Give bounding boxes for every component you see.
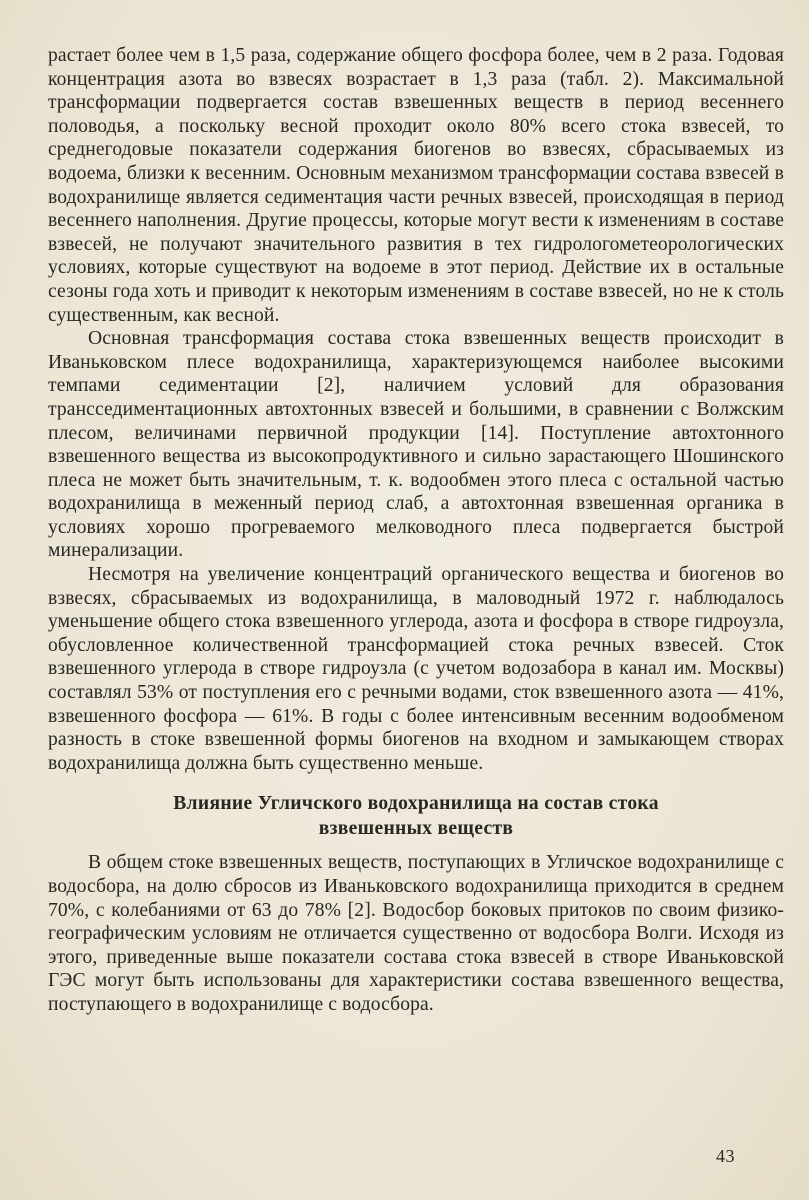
paragraph-uglich-inflow: В общем стоке взвешенных веществ, поступающих в Угличское водохранилище с водосбора, на долю сбросов из Иваньковского водохранилища приходится в среднем 70%, с колебаниями от 63 до 78% [2]. Водосбор боковых притоков по своим физико-географическим условиям не отличается существенно от водосбора Волги. Исходя из этого, приведенные выше показатели состава стока взвесей в створе Иваньковской ГЭС могут быть использованы для характеристики состава взвешенного вещества, поступающего в водохранилище с водосбора. xyxy=(48,852,784,1015)
section-heading xyxy=(48,791,784,841)
text-column xyxy=(48,44,784,1017)
page-number: 43 xyxy=(716,1146,735,1166)
paragraph-nutrient-runoff: Несмотря на увеличение концентраций органического вещества и биогенов во взвесях, сбрасываемых из водохранилища, в маловодный 1972 г. наблюдалось уменьшение общего стока взвешенного углерода, азота и фосфора в створе гидроузла, обусловленное количественной трансформацией стока речных взвесей. Сток взвешенного углерода в створе гидроузла (с учетом водозабора в канал им. Москвы) составлял 53% от поступления его с речными водами, сток взвешенного азота — 41%, взвешенного фосфора — 61%. В годы с более интенсивным весенним водообменом разность в стоке взвешенной формы биогенов на входном и замыкающем створах водохранилища должна быть существенно меньше. xyxy=(48,564,784,774)
section-heading-line-2: взвешенных веществ xyxy=(318,818,514,840)
paragraph-ivankovo-reach: Основная трансформация состава стока взвешенных веществ происходит в Иваньковском плесе водохранилища, характеризующемся наиболее высокими темпами седиментации [2], наличием условий для образования трансседиментационных автохтонных взвесей и большими, в сравнении с Волжским плесом, величинами первичной продукции [14]. Поступление автохтонного взвешенного вещества из высокопродуктивного и сильно зарастающего Шошинского плеса не может быть значительным, т. к. водообмен этого плеса с остальной частью водохранилища в меженный период слаб, а автохтонная взвешенная органика в условиях хорошо прогреваемого мелководного плеса подвергается быстрой минерализации. xyxy=(48,328,784,562)
section-heading-line-1: Влияние Угличского водохранилища на состав стока xyxy=(173,793,659,815)
paragraph-continuation: растает более чем в 1,5 раза, содержание общего фосфора более, чем в 2 раза. Годовая концентрация азота во взвесях возрастает в 1,3 раза (табл. 2). Максимальной трансформации подвергается состав взвешенных веществ в период весеннего половодья, а поскольку весной проходит около 80% всего стока взвесей, то среднегодовые показатели содержания биогенов во взвесях, сбрасываемых из водоема, близки к весенним. Основным механизмом трансформации состава взвесей в водохранилище является седиментация части речных взвесей, происходящая в период весеннего наполнения. Другие процессы, которые могут вести к изменениям в составе взвесей, не получают значительного развития в тех гидрологометеорологических условиях, которые существуют на водоеме в этот период. Действие их в остальные сезоны года хоть и приводит к некоторым изменениям в составе взвесей, но не к столь существенным, как весной. xyxy=(48,45,784,326)
